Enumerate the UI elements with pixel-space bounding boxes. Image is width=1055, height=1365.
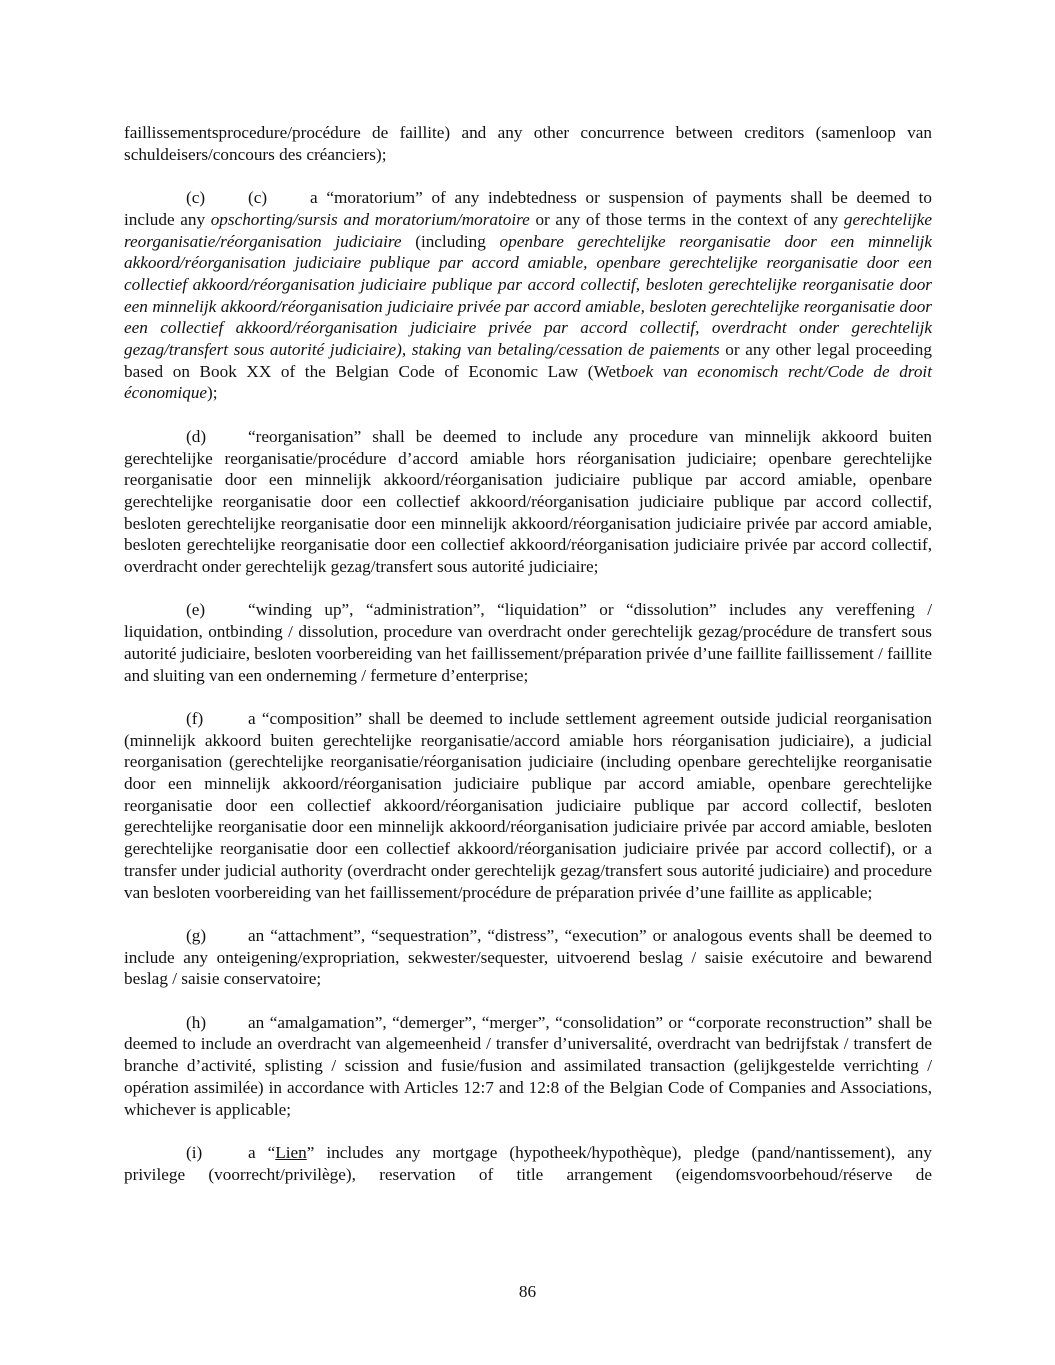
clause-c	[124, 187, 932, 404]
clause-text: “winding up”, “administration”, “liquidation” or “dissolution” includes any vereffening / liquidation, ontbinding / dissolution, procedure van overdracht onder gerechtelijk gezag/procédure de transfert sous autorité judiciaire, besloten voorbereiding van het faillissement/préparation privée d’une faillite faillissement / faillite and sluiting van een onderneming / fermeture d’enterprise;	[124, 600, 933, 685]
clause-e	[124, 599, 932, 686]
defined-term-lien: Lien	[275, 1142, 307, 1162]
clause-text: “reorganisation” shall be deemed to include any procedure van minnelijk akkoord buiten gerechtelijke reorganisatie/procédure d’accord amiable hors réorganisation judiciaire; openbare gerechtelijke reorganisatie door een minnelijk akkoord/réorganisation judiciaire publique par accord amiable, openbare gerechtelijke reorganisatie door een collectief akkoord/réorganisation judiciaire publique par accord collectif, besloten gerechtelijke reorganisatie door een minnelijk akkoord/réorganisation judiciaire privée par accord amiable, besloten gerechtelijke reorganisatie door een collectief akkoord/réorganisation judiciaire privée par accord collectif, overdracht onder gerechtelijk gezag/transfert sous autorité judiciaire;	[124, 426, 932, 577]
clause-label: (d)	[186, 426, 207, 446]
clause-label: (c)	[248, 188, 268, 208]
clause-text: ” includes any mortgage (hypotheek/hypothèque), pledge (pand/nantissement), any privilege (voorrecht/privilège), reservation of title arrangement (eigendomsvoorbehoud/réserve de	[124, 1142, 932, 1184]
clause-i	[124, 1142, 932, 1185]
clause-h	[124, 1012, 932, 1121]
clause-text-italic: boek van economisch recht/Code de droit économique	[124, 361, 932, 403]
clause-text: a “composition” shall be deemed to include settlement agreement outside judicial reorganisation (minnelijk akkoord buiten gerechtelijke reorganisatie/accord amiable hors réorganisation judiciaire), a judicial reorganisation (gerechtelijke reorganisatie/réorganisation judiciaire (including openbare gerechtelijke reorganisatie door een minnelijk akkoord/réorganisation judiciaire publique par accord amiable, openbare gerechtelijke reorganisatie door een collectief akkoord/réorganisation judiciaire publique par accord collectif, besloten gerechtelijke reorganisatie door een minnelijk akkoord/réorganisation judiciaire privée par accord amiable, besloten gerechtelijke reorganisatie door een collectief akkoord/réorganisation judiciaire privée par accord collectif), or a transfer under judicial authority (overdracht onder gerechtelijk gezag/transfert sous autorité judiciaire) and procedure van besloten voorbereiding van het faillissement/procédure de préparation privée d’une faillite as applicable;	[124, 708, 932, 902]
clause-label: (c)	[186, 188, 206, 208]
clause-text: an “attachment”, “sequestration”, “distress”, “execution” or analogous events shall be deemed to include any onteigening/expropriation, sekwester/sequester, uitvoerend beslag / saisie exécutoire and bewarend beslag / saisie conservatoire;	[124, 925, 932, 989]
clause-text-italic: opschorting/sursis and moratorium/moratoire	[210, 209, 530, 229]
clause-label: (g)	[186, 925, 207, 945]
clause-text: an “amalgamation”, “demerger”, “merger”, “consolidation” or “corporate reconstruction” shall be deemed to include an overdracht van algemeenheid / transfer d’universalité, overdracht van bedrijfstak / transfert de branche d’activité, splisting / scission and fusie/fusion and assimilated transaction (gelijkgestelde verrichting / opération assimilée) in accordance with Articles 12:7 and 12:8 of the Belgian Code of Companies and Associations, whichever is applicable;	[124, 1012, 932, 1119]
clause-g	[124, 925, 932, 990]
clause-label: (f)	[186, 708, 204, 728]
clause-d	[124, 426, 932, 578]
clause-text-italic: gerechtelijke reorganisatie/réorganisation judiciaire	[124, 209, 933, 251]
clause-label: (e)	[186, 600, 206, 620]
clause-text: a “	[248, 1142, 276, 1162]
clause-text: or any of those terms in the context of any	[529, 209, 844, 229]
clause-label: (i)	[186, 1142, 203, 1162]
clause-text: (including	[401, 231, 500, 251]
clause-f	[124, 708, 932, 903]
carryover-paragraph: faillissementsprocedure/procédure de faillite) and any other concurrence between creditors (samenloop van schuldeisers/concours des créanciers);	[124, 123, 932, 164]
clause-text: a “moratorium” of any indebtedness or suspension of payments shall be deemed to include any	[124, 188, 932, 229]
clause-text: or any other legal proceeding based on Book XX of the Belgian Code of Economic Law (Wet	[124, 340, 932, 381]
clause-text: );	[207, 383, 218, 403]
document-body	[124, 122, 932, 1207]
clause-label: (h)	[186, 1012, 207, 1032]
page-number: 86	[518, 1282, 537, 1301]
clause-text-italic: openbare gerechtelijke reorganisatie door een minnelijk akkoord/réorganisation judiciaire publique par accord amiable, openbare gerechtelijke reorganisatie door een collectief akkoord/réorganisation judiciaire publique par accord collectif, besloten gerechtelijke reorganisatie door een minnelijk akkoord/réorganisation judiciaire privée par accord amiable, besloten gerechtelijke reorganisatie door een collectief akkoord/réorganisation judiciaire privée par accord collectif, overdracht onder gerechtelijk gezag/transfert sous autorité judiciaire), staking van betaling/cessation de paiements	[124, 231, 932, 360]
